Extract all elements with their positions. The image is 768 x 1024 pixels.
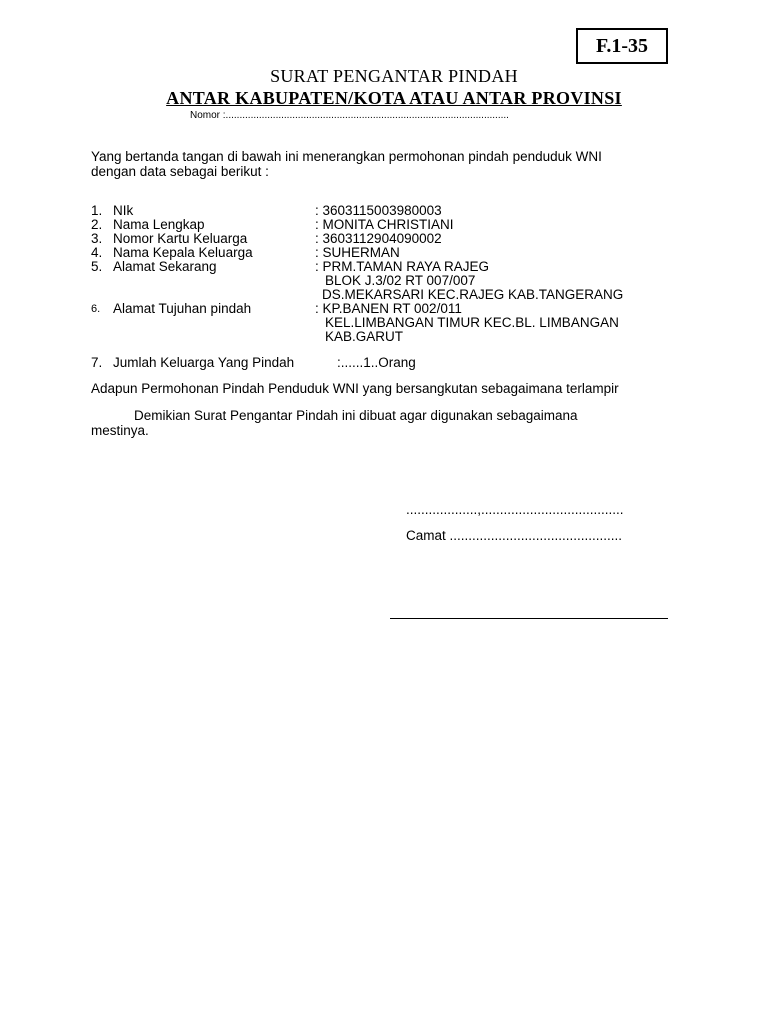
form-code-box: F.1-35 — [576, 28, 668, 64]
field-value-alamat-tujuan-line3: KAB.GARUT — [325, 329, 404, 344]
field-label-alamat-sekarang: Alamat Sekarang — [113, 259, 217, 274]
field-label-alamat-tujuan: Alamat Tujuhan pindah — [113, 301, 252, 316]
document-subtitle: ANTAR KABUPATEN/KOTA ATAU ANTAR PROVINSI — [166, 88, 622, 108]
field-label-kk: Nomor Kartu Keluarga — [113, 231, 248, 246]
place-date-line: ...................,...................................... — [406, 502, 624, 517]
field-value-kk: : 3603112904090002 — [315, 231, 442, 246]
field-number: 4. — [91, 245, 103, 260]
closing-line-1: Demikian Surat Pengantar Pindah ini dibuat agar digunakan sebagaimana — [134, 408, 578, 423]
field-number: 1. — [91, 203, 103, 218]
field-label-nama: Nama Lengkap — [113, 217, 205, 232]
document-number-line: Nomor :...................................................................................................... — [190, 110, 509, 121]
document-title: SURAT PENGANTAR PINDAH — [270, 66, 518, 86]
field-value-alamat-tujuan-line2: KEL.LIMBANGAN TIMUR KEC.BL. LIMBANGAN — [325, 315, 619, 330]
camat-signatory: Camat .............................................. — [406, 528, 623, 543]
signature-line — [390, 618, 668, 619]
intro-line-2: dengan data sebagai berikut : — [91, 164, 269, 179]
adapun-paragraph: Adapun Permohonan Pindah Penduduk WNI yang bersangkutan sebagaimana terlampir — [91, 381, 619, 396]
field-value-alamat-sekarang-line2: BLOK J.3/02 RT 007/007 — [325, 273, 476, 288]
field-value-jumlah: :......1..Orang — [337, 355, 416, 370]
field-label-jumlah: Jumlah Keluarga Yang Pindah — [113, 355, 295, 370]
field-value-kepala: : SUHERMAN — [315, 245, 400, 260]
field-value-nama: : MONITA CHRISTIANI — [315, 217, 454, 232]
field-number: 6. — [91, 303, 101, 315]
field-number: 5. — [91, 259, 103, 274]
field-value-alamat-sekarang-line3: DS.MEKARSARI KEC.RAJEG KAB.TANGERANG — [322, 287, 624, 302]
intro-line-1: Yang bertanda tangan di bawah ini menerangkan permohonan pindah penduduk WNI — [91, 149, 602, 164]
field-label-kepala: Nama Kepala Keluarga — [113, 245, 253, 260]
field-value-nik: : 3603115003980003 — [315, 203, 442, 218]
field-label-nik: NIk — [113, 203, 134, 218]
field-value-alamat-sekarang: : PRM.TAMAN RAYA RAJEG — [315, 259, 490, 274]
field-value-alamat-tujuan: : KP.BANEN RT 002/011 — [315, 301, 462, 316]
field-number: 7. — [91, 355, 103, 370]
closing-line-2: mestinya. — [91, 423, 149, 438]
field-number: 3. — [91, 231, 103, 246]
field-number: 2. — [91, 217, 103, 232]
